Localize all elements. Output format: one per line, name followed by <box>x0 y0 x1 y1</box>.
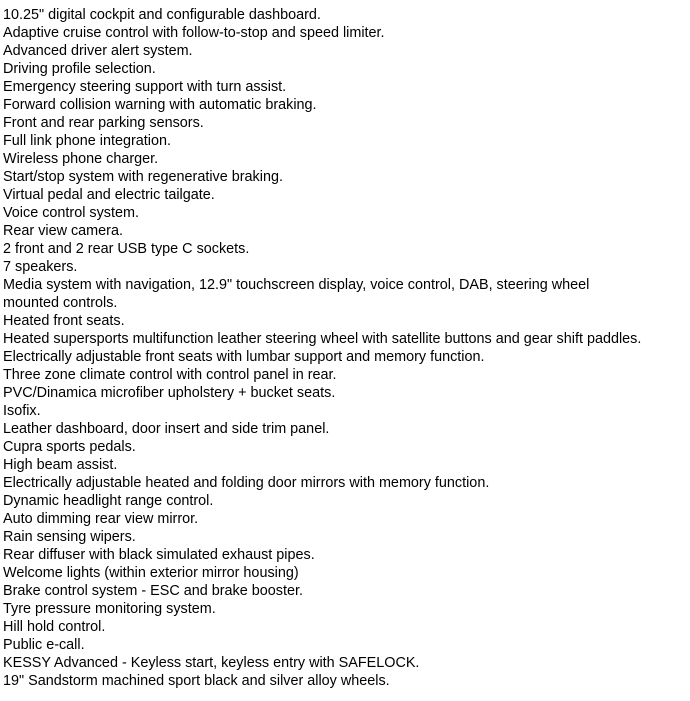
list-item: Voice control system. <box>3 205 139 221</box>
list-item: Public e-call. <box>3 637 85 653</box>
list-item: Start/stop system with regenerative braking. <box>3 169 283 185</box>
list-item: KESSY Advanced - Keyless start, keyless entry with SAFELOCK. <box>3 655 420 671</box>
list-item: Tyre pressure monitoring system. <box>3 601 216 617</box>
list-item: Welcome lights (within exterior mirror housing) <box>3 565 299 581</box>
list-item: Three zone climate control with control panel in rear. <box>3 367 337 383</box>
list-item: Advanced driver alert system. <box>3 43 193 59</box>
list-item: Auto dimming rear view mirror. <box>3 511 199 527</box>
list-item: Driving profile selection. <box>3 61 156 77</box>
list-item: Forward collision warning with automatic braking. <box>3 97 317 113</box>
list-item: 2 front and 2 rear USB type C sockets. <box>3 241 250 257</box>
list-item: Isofix. <box>3 403 41 419</box>
list-item: Brake control system - ESC and brake booster. <box>3 583 303 599</box>
list-item: Emergency steering support with turn assist. <box>3 79 287 95</box>
list-item: Adaptive cruise control with follow-to-stop and speed limiter. <box>3 25 385 41</box>
list-item: Cupra sports pedals. <box>3 439 136 455</box>
list-item: Virtual pedal and electric tailgate. <box>3 187 215 203</box>
list-item: Media system with navigation, 12.9" touchscreen display, voice control, DAB, steering wheel mounted controls. <box>3 277 590 311</box>
list-item: Hill hold control. <box>3 619 106 635</box>
list-item: PVC/Dinamica microfiber upholstery + bucket seats. <box>3 385 336 401</box>
list-item: 10.25" digital cockpit and configurable dashboard. <box>3 7 321 23</box>
list-item: Rear view camera. <box>3 223 123 239</box>
list-item: Leather dashboard, door insert and side trim panel. <box>3 421 330 437</box>
list-item: Rain sensing wipers. <box>3 529 136 545</box>
list-item: Full link phone integration. <box>3 133 171 149</box>
list-item: Wireless phone charger. <box>3 151 159 167</box>
list-item: Electrically adjustable heated and folding door mirrors with memory function. <box>3 475 490 491</box>
list-item: Electrically adjustable front seats with lumbar support and memory function. <box>3 349 485 365</box>
list-item: High beam assist. <box>3 457 118 473</box>
list-item: Rear diffuser with black simulated exhaust pipes. <box>3 547 315 563</box>
list-item: Dynamic headlight range control. <box>3 493 214 509</box>
list-item: 19" Sandstorm machined sport black and silver alloy wheels. <box>3 673 390 689</box>
list-item: Heated supersports multifunction leather steering wheel with satellite buttons and gear shift paddles. <box>3 331 642 347</box>
list-item: Front and rear parking sensors. <box>3 115 204 131</box>
list-item: Heated front seats. <box>3 313 125 329</box>
list-item: 7 speakers. <box>3 259 78 275</box>
